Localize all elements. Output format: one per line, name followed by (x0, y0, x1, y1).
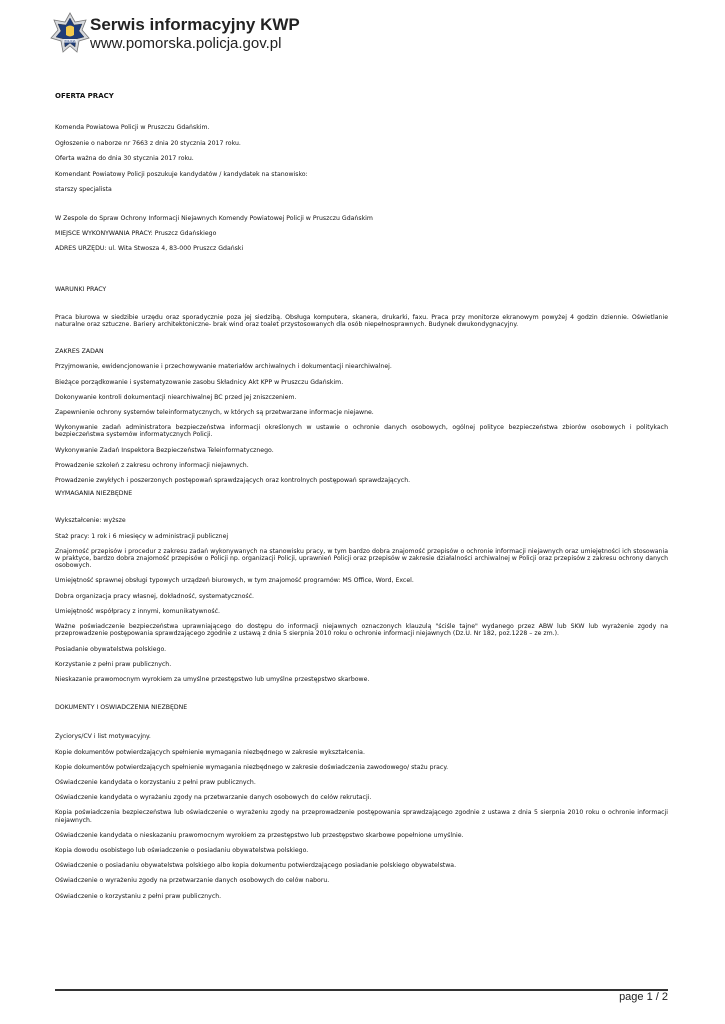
section-heading-duties: ZAKRES ZADAŃ (55, 348, 104, 356)
requirement-item: Umiejętność sprawnej obsługi typowych urządzeń biurowych, w tym znajomość programów: MS Office, Word, Excel. (55, 577, 414, 585)
document-item: Kopia dowodu osobistego lub oświadczenie o posiadaniu obywatelstwa polskiego. (55, 846, 309, 854)
document-item: Życiorys/CV i list motywacyjny. (55, 733, 151, 741)
conditions-text: Praca biurowa w siedzibie urzędu oraz sporadycznie poza jej siedzibą. Obsługa komputera, skanera, drukarki, faxu. Praca przy monitorze ekranowym powyżej 4 godzin dziennie. Oświetlanie naturalne oraz sztuczne. Bariery architektoniczne- brak wind oraz toalet przystosowanych dla osób niepełnosprawnych. Budynek dwukondygnacyjny. (55, 313, 668, 329)
document-item: Kopie dokumentów potwierdzających spełnienie wymagania niezbędnego w zakresie wykształcenia. (55, 748, 365, 756)
site-url-link[interactable]: www.pomorska.policja.gov.pl (90, 35, 282, 52)
document-item: Oświadczenie o korzystaniu z pełni praw publicznych. (55, 892, 222, 900)
page-number: page 1 / 2 (619, 991, 668, 1003)
requirement-item: Znajomość przepisów i procedur z zakresu zadań wykonywanych na stanowisku pracy, w tym bardzo dobra znajomość przepisów o ochronie informacji niejawnych oraz umiejętności ich stosowania w praktyce, bardzo dobra znajomość przepisów o Policji np. organizacji Policji, uprawnień Policji oraz przepisów w zakresie działalności archiwalnej w Policji oraz przepisów z zakresu ochrony danych osobowych. (55, 547, 668, 570)
duty-item: Dokonywanie kontroli dokumentacji niearchiwalnej BC przed jej zniszczeniem. (55, 393, 297, 401)
police-star-logo-icon (50, 12, 90, 56)
site-header (50, 12, 670, 56)
section-heading-documents: DOKUMENTY I OŚWIADCZENIA NIEZBĘDNE (55, 704, 188, 712)
duty-item: Prowadzenie zwykłych i poszerzonych postępowań sprawdzających oraz kontrolnych postępowań sprawdzających. (55, 477, 411, 485)
document-item: Kopia poświadczenia bezpieczeństwa lub oświadczenie o wyrażeniu zgody na przeprowadzenie postępowania sprawdzającego zgodnie z ustawa z dnia 5 sierpnia 2010 roku o ochronie informacji niejawnych. (55, 809, 668, 824)
document-body (55, 92, 668, 900)
intro-line: Ogłoszenie o naborze nr 7663 z dnia 20 stycznia 2017 roku. (55, 140, 241, 148)
section-heading-requirements: WYMAGANIA NIEZBĘDNE (55, 490, 133, 498)
requirement-item: Dobra organizacja pracy własnej, dokładność, systematyczność. (55, 592, 255, 600)
document-item: Oświadczenie kandydata o wyrażaniu zgody na przetwarzanie danych osobowych do celów rekrutacji. (55, 794, 372, 802)
footer-divider (55, 989, 668, 991)
location-line: ADRES URZĘDU: ul. Wita Stwosza 4, 83-000 Pruszcz Gdański (55, 245, 244, 253)
duty-item: Zapewnienie ochrony systemów teleinformatycznych, w których są przetwarzane informacje niejawne. (55, 409, 374, 417)
duty-item: Przyjmowanie, ewidencjonowanie i przechowywanie materiałów archiwalnych i dokumentacji niearchiwalnej. (55, 363, 392, 371)
page-title: OFERTA PRACY (55, 92, 114, 100)
duty-item: Bieżące porządkowanie i systematyzowanie zasobu Składnicy Akt KPP w Pruszczu Gdańskim. (55, 378, 344, 386)
intro-line: Oferta ważna do dnia 30 stycznia 2017 roku. (55, 155, 194, 163)
intro-line: Komendant Powiatowy Policji poszukuje kandydatów / kandydatek na stanowisko: (55, 170, 308, 178)
requirement-item: Staż pracy: 1 rok i 6 miesięcy w administracji publicznej (55, 532, 229, 540)
document-item: Oświadczenie kandydata o nieskazaniu prawomocnym wyrokiem za przestępstwo lub przestępstwo skarbowe popełnione umyślnie. (55, 831, 464, 839)
requirement-item: Ważne poświadczenie bezpieczeństwa uprawniającego do dostępu do informacji niejawnych oznaczonych klauzulą "ściśle tajne" wydanego przez ABW lub SKW lub wyrażenie zgody na przeprowadzenie postępowania sprawdzającego zgodnie z ustawą z dnia 5 sierpnia 2010 roku o ochronie informacji niejawnych (Dz.U. Nr 182, poz.1228 – ze zm.). (55, 623, 668, 638)
position-title: starszy specjalista (55, 185, 112, 193)
duty-item: Prowadzenie szkoleń z zakresu ochrony informacji niejawnych. (55, 461, 249, 469)
requirement-item: Posiadanie obywatelstwa polskiego. (55, 645, 167, 653)
location-line: MIEJSCE WYKONYWANIA PRACY: Pruszcz Gdańskiego (55, 230, 217, 238)
site-title: Serwis informacyjny KWP (90, 15, 300, 34)
requirement-item: Nieskazanie prawomocnym wyrokiem za umyślne przestępstwo lub umyślne przestępstwo skarbowe. (55, 675, 370, 683)
duty-item: Wykonywanie zadań administratora bezpieczeństwa informacji określonych w ustawie o ochronie danych osobowych, ogólnej polityce bezpieczeństwa zbiorów osobowych i politykach bezpieczeństwa systemów informatycznych Policji. (55, 424, 668, 439)
document-item: Oświadczenie kandydata o korzystaniu z pełni praw publicznych. (55, 778, 256, 786)
svg-text:POLICJA: POLICJA (64, 39, 76, 43)
intro-line: Komenda Powiatowa Policji w Pruszczu Gdańskim. (55, 124, 210, 131)
document-item: Oświadczenie o posiadaniu obywatelstwa polskiego albo kopia dokumentu potwierdzającego posiadanie polskiego obywatelstwa. (55, 862, 457, 870)
duty-item: Wykonywanie Zadań Inspektora Bezpieczeństwa Teleinformatycznego. (55, 446, 274, 454)
document-item: Oświadczenie o wyrażeniu zgody na przetwarzanie danych osobowych do celów naboru. (55, 877, 330, 885)
requirement-item: Wykształcenie: wyższe (55, 517, 126, 525)
document-item: Kopie dokumentów potwierdzających spełnienie wymagania niezbędnego w zakresie doświadczenia zawodowego/ stażu pracy. (55, 763, 449, 771)
requirement-item: Korzystanie z pełni praw publicznych. (55, 660, 172, 668)
requirement-item: Umiejętność współpracy z innymi, komunikatywność. (55, 607, 220, 615)
section-heading-conditions: WARUNKI PRACY (55, 285, 107, 293)
location-line: W Zespole do Spraw Ochrony Informacji Niejawnych Komendy Powiatowej Policji w Pruszczu Gdańskim (55, 215, 373, 223)
